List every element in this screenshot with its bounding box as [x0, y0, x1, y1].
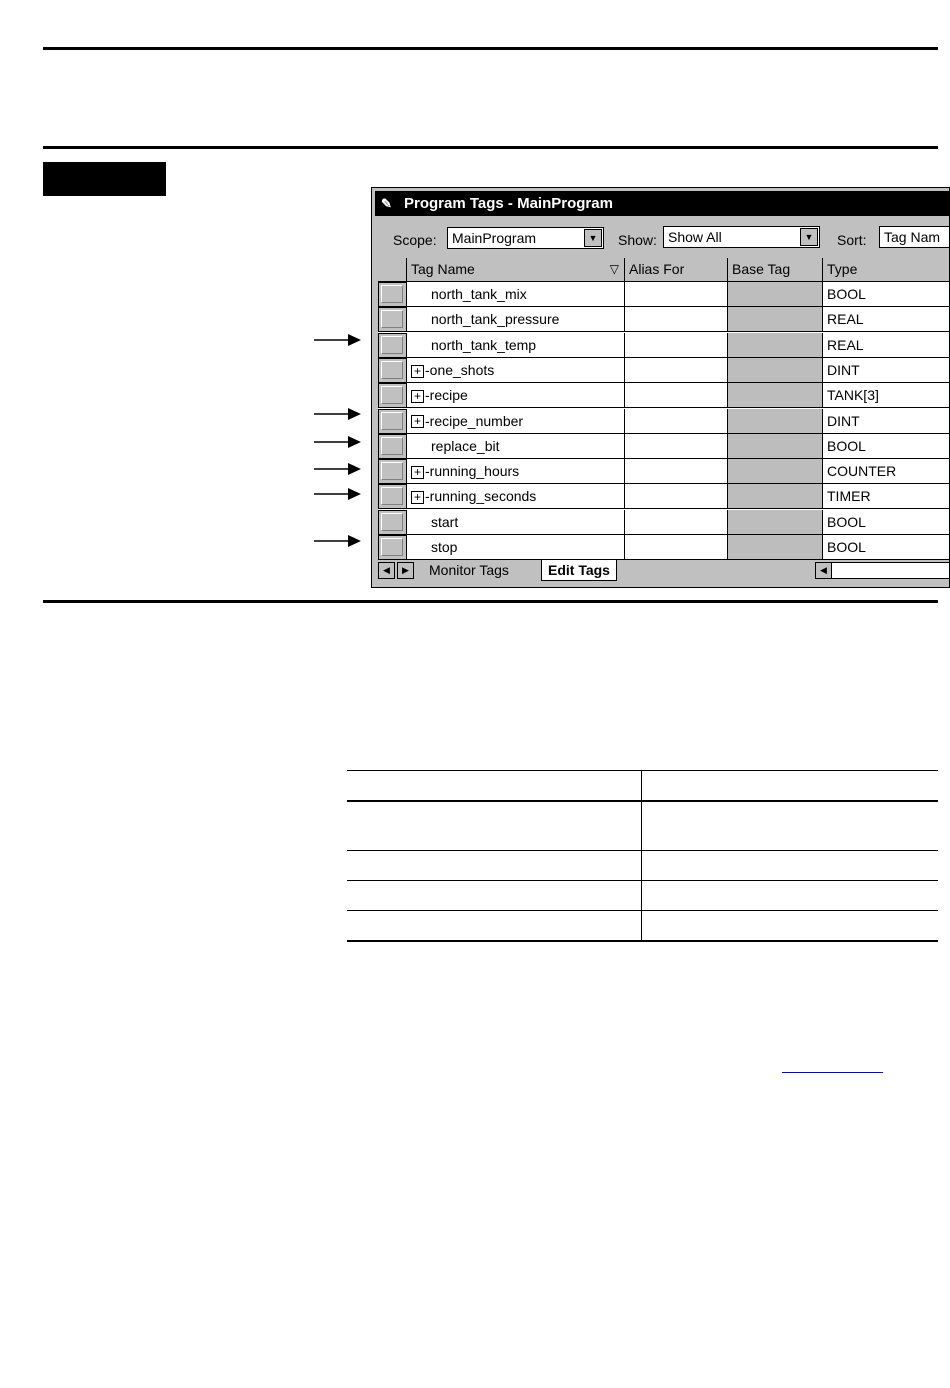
table-header-rule: [347, 800, 938, 802]
sort-value: Tag Nam: [884, 229, 941, 245]
tag-name-cell[interactable]: [407, 282, 625, 307]
table-row[interactable]: [378, 307, 950, 332]
table-top-rule: [347, 770, 938, 771]
row-selector[interactable]: [378, 282, 407, 307]
tag-name-cell[interactable]: [407, 535, 625, 560]
figure-bottom-rule: [43, 600, 938, 603]
tag-name-cell[interactable]: [407, 434, 625, 459]
header-alias-for[interactable]: Alias For: [625, 258, 728, 282]
tag-name-cell[interactable]: [407, 409, 625, 434]
alias-for-cell[interactable]: [625, 409, 728, 434]
row-selector[interactable]: [378, 383, 407, 408]
table-bottom-rule: [347, 940, 938, 942]
tag-name-cell[interactable]: [407, 383, 625, 408]
arrow-icon: [314, 333, 361, 347]
table-row-rule: [347, 850, 938, 851]
tag-name-text: -recipe: [425, 387, 468, 404]
alias-for-cell[interactable]: [625, 434, 728, 459]
tag-name-text: north_tank_temp: [431, 336, 537, 353]
header-base-tag[interactable]: Base Tag: [728, 258, 823, 282]
base-tag-cell: [728, 307, 823, 332]
tag-name-cell[interactable]: [407, 510, 625, 535]
scope-dropdown[interactable]: [447, 227, 604, 249]
hyperlink-underline[interactable]: [782, 1072, 883, 1073]
row-selector[interactable]: [378, 484, 407, 509]
scope-label: Scope:: [393, 232, 437, 248]
tab-edit-tags[interactable]: Edit Tags: [541, 560, 617, 581]
header-type[interactable]: Type: [823, 258, 950, 282]
row-selector[interactable]: [378, 535, 407, 560]
scroll-left-icon[interactable]: ◀: [378, 562, 395, 579]
tag-name-text: replace_bit: [431, 437, 500, 454]
header-tag-name[interactable]: Tag Name ▽: [407, 258, 625, 282]
show-value: Show All: [668, 229, 722, 245]
tab-monitor-tags[interactable]: Monitor Tags: [429, 562, 509, 578]
scope-value: MainProgram: [452, 230, 537, 246]
table-row[interactable]: [378, 333, 950, 358]
type-cell[interactable]: BOOL: [823, 434, 950, 459]
base-tag-cell: [728, 383, 823, 408]
tag-name-cell[interactable]: [407, 459, 625, 484]
tag-name-text: -recipe_number: [425, 412, 524, 429]
type-cell[interactable]: BOOL: [823, 510, 950, 535]
tab-strip: [375, 560, 950, 582]
table-row[interactable]: [378, 535, 950, 560]
type-cell[interactable]: COUNTER: [823, 459, 950, 484]
header-corner[interactable]: [378, 258, 407, 282]
alias-for-cell[interactable]: [625, 484, 728, 509]
table-row-rule: [347, 910, 938, 911]
expand-icon[interactable]: +: [411, 491, 424, 504]
table-row[interactable]: [378, 358, 950, 383]
table-row[interactable]: [378, 409, 950, 434]
table-row[interactable]: [378, 459, 950, 484]
row-selector[interactable]: [378, 409, 407, 434]
horizontal-scrollbar[interactable]: [815, 562, 950, 579]
arrow-icon: [314, 407, 361, 421]
base-tag-cell: [728, 282, 823, 307]
base-tag-cell: [728, 434, 823, 459]
alias-for-cell[interactable]: [625, 282, 728, 307]
top-rule: [43, 47, 938, 50]
type-cell[interactable]: BOOL: [823, 535, 950, 560]
sort-label: Sort:: [837, 232, 867, 248]
tag-name-text: -running_hours: [425, 463, 520, 480]
alias-for-cell[interactable]: [625, 333, 728, 358]
alias-for-cell[interactable]: [625, 383, 728, 408]
arrow-icon: [314, 487, 361, 501]
tag-name-cell[interactable]: [407, 333, 625, 358]
arrow-icon: [314, 462, 361, 476]
base-tag-cell: [728, 459, 823, 484]
type-cell[interactable]: REAL: [823, 307, 950, 332]
table-row[interactable]: [378, 383, 950, 408]
type-cell[interactable]: BOOL: [823, 282, 950, 307]
arrow-icon: [314, 435, 361, 449]
show-label: Show:: [618, 232, 657, 248]
chevron-down-icon[interactable]: ▼: [800, 228, 818, 246]
type-cell[interactable]: DINT: [823, 358, 950, 383]
tags-grid: [378, 258, 950, 561]
expand-icon[interactable]: +: [411, 365, 424, 378]
base-tag-cell: [728, 535, 823, 560]
sort-arrow-icon: ▽: [609, 262, 619, 276]
type-cell[interactable]: DINT: [823, 409, 950, 434]
section-rule: [43, 146, 938, 149]
row-selector[interactable]: [378, 510, 407, 535]
tag-name-text: stop: [431, 539, 458, 555]
alias-for-cell[interactable]: [625, 358, 728, 383]
row-selector[interactable]: [378, 459, 407, 484]
program-tags-window: [371, 187, 950, 588]
tag-name-text: north_tank_mix: [431, 286, 527, 302]
window-titlebar[interactable]: [375, 191, 949, 216]
tag-name-text: north_tank_pressure: [431, 311, 560, 328]
table-row[interactable]: [378, 434, 950, 459]
tag-name-cell[interactable]: [407, 307, 625, 332]
figure-label-block: [43, 162, 166, 196]
tag-name-cell[interactable]: [407, 358, 625, 383]
base-tag-cell: [728, 484, 823, 509]
show-dropdown[interactable]: [663, 226, 820, 248]
alias-for-cell[interactable]: [625, 459, 728, 484]
pencil-icon: ✎: [381, 196, 392, 211]
base-tag-cell: [728, 333, 823, 358]
alias-for-cell[interactable]: [625, 535, 728, 560]
table-column-divider: [641, 770, 642, 942]
table-row-rule: [347, 880, 938, 881]
base-tag-cell: [728, 358, 823, 383]
expand-icon[interactable]: +: [411, 415, 424, 428]
table-row[interactable]: [378, 282, 950, 307]
type-cell[interactable]: TANK[3]: [823, 383, 950, 408]
table-row[interactable]: [378, 510, 950, 535]
scroll-right-icon[interactable]: ▶: [397, 562, 414, 579]
base-tag-cell: [728, 409, 823, 434]
alias-for-cell[interactable]: [625, 510, 728, 535]
expand-icon[interactable]: +: [411, 390, 424, 403]
type-cell[interactable]: TIMER: [823, 484, 950, 509]
arrow-icon: [314, 534, 361, 548]
table-row[interactable]: [378, 484, 950, 509]
scroll-left-icon[interactable]: ◀: [815, 562, 832, 579]
tag-name-text: -one_shots: [425, 361, 495, 378]
row-selector[interactable]: [378, 333, 407, 358]
base-tag-cell: [728, 510, 823, 535]
tag-name-cell[interactable]: [407, 484, 625, 509]
sort-dropdown[interactable]: [879, 226, 950, 248]
alias-for-cell[interactable]: [625, 307, 728, 332]
row-selector[interactable]: [378, 307, 407, 332]
tag-name-text: start: [431, 513, 459, 530]
type-cell[interactable]: REAL: [823, 333, 950, 358]
row-selector[interactable]: [378, 358, 407, 383]
chevron-down-icon[interactable]: ▼: [584, 229, 602, 247]
tag-name-text: -running_seconds: [425, 488, 537, 505]
window-title: Program Tags - MainProgram: [404, 195, 613, 212]
row-selector[interactable]: [378, 434, 407, 459]
expand-icon[interactable]: +: [411, 466, 424, 479]
